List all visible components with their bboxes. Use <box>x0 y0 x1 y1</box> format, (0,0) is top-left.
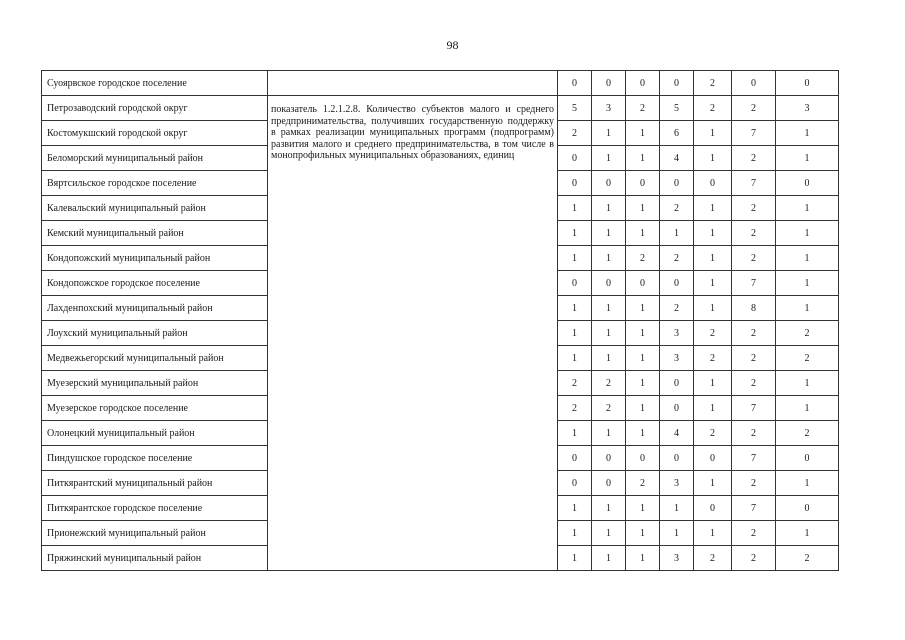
value-cell: 2 <box>776 346 839 371</box>
municipality-name: Питкярантское городское поселение <box>42 496 268 521</box>
value-cell: 0 <box>592 446 626 471</box>
value-cell: 0 <box>558 471 592 496</box>
municipality-name: Беломорский муниципальный район <box>42 146 268 171</box>
value-cell: 2 <box>660 196 694 221</box>
value-cell: 2 <box>626 471 660 496</box>
value-cell: 1 <box>694 471 732 496</box>
value-cell: 2 <box>732 221 776 246</box>
value-cell: 3 <box>660 546 694 571</box>
value-cell: 4 <box>660 421 694 446</box>
value-cell: 1 <box>694 221 732 246</box>
value-cell: 2 <box>694 321 732 346</box>
value-cell: 2 <box>626 96 660 121</box>
value-cell: 0 <box>776 171 839 196</box>
value-cell: 1 <box>592 121 626 146</box>
value-cell: 7 <box>732 271 776 296</box>
municipality-name: Пиндушское городское поселение <box>42 446 268 471</box>
value-cell: 6 <box>660 121 694 146</box>
value-cell: 1 <box>558 221 592 246</box>
value-cell: 1 <box>660 221 694 246</box>
value-cell: 1 <box>694 146 732 171</box>
value-cell: 2 <box>694 96 732 121</box>
value-cell: 2 <box>732 371 776 396</box>
value-cell: 1 <box>694 271 732 296</box>
value-cell: 1 <box>592 496 626 521</box>
value-cell: 1 <box>660 521 694 546</box>
municipality-name: Лахденпохский муниципальный район <box>42 296 268 321</box>
value-cell: 0 <box>694 446 732 471</box>
value-cell: 5 <box>660 96 694 121</box>
value-cell: 1 <box>592 146 626 171</box>
value-cell: 1 <box>694 296 732 321</box>
value-cell: 2 <box>592 371 626 396</box>
value-cell: 2 <box>694 71 732 96</box>
municipality-name: Лоухский муниципальный район <box>42 321 268 346</box>
value-cell: 1 <box>776 221 839 246</box>
value-cell: 0 <box>694 171 732 196</box>
value-cell: 0 <box>558 446 592 471</box>
value-cell: 2 <box>732 196 776 221</box>
value-cell: 0 <box>592 271 626 296</box>
value-cell: 2 <box>694 346 732 371</box>
value-cell: 1 <box>776 246 839 271</box>
value-cell: 1 <box>694 396 732 421</box>
value-cell: 0 <box>626 71 660 96</box>
value-cell: 1 <box>558 246 592 271</box>
value-cell: 0 <box>558 71 592 96</box>
value-cell: 1 <box>694 371 732 396</box>
value-cell: 1 <box>776 296 839 321</box>
value-cell: 1 <box>626 421 660 446</box>
value-cell: 1 <box>558 196 592 221</box>
page-number: 98 <box>446 38 459 52</box>
value-cell: 3 <box>660 346 694 371</box>
municipality-name: Пряжинский муниципальный район <box>42 546 268 571</box>
value-cell: 7 <box>732 121 776 146</box>
value-cell: 1 <box>592 321 626 346</box>
value-cell: 1 <box>558 521 592 546</box>
municipal-data-table <box>41 70 839 571</box>
value-cell: 1 <box>776 521 839 546</box>
table-row <box>42 71 839 96</box>
value-cell: 0 <box>660 446 694 471</box>
municipality-name: Муезерский муниципальный район <box>42 371 268 396</box>
value-cell: 0 <box>660 371 694 396</box>
value-cell: 2 <box>732 321 776 346</box>
value-cell: 1 <box>558 496 592 521</box>
value-cell: 2 <box>558 121 592 146</box>
value-cell: 2 <box>732 246 776 271</box>
value-cell: 1 <box>592 421 626 446</box>
value-cell: 2 <box>660 296 694 321</box>
municipality-name: Кондопожское городское поселение <box>42 271 268 296</box>
value-cell: 0 <box>626 271 660 296</box>
municipality-name: Прионежский муниципальный район <box>42 521 268 546</box>
value-cell: 1 <box>776 371 839 396</box>
value-cell: 1 <box>626 546 660 571</box>
value-cell: 1 <box>694 246 732 271</box>
value-cell: 0 <box>592 471 626 496</box>
value-cell: 2 <box>732 546 776 571</box>
value-cell: 0 <box>776 446 839 471</box>
value-cell: 1 <box>776 121 839 146</box>
value-cell: 1 <box>592 246 626 271</box>
empty-indicator-cell <box>268 71 558 96</box>
value-cell: 2 <box>776 321 839 346</box>
value-cell: 1 <box>776 196 839 221</box>
value-cell: 3 <box>660 321 694 346</box>
value-cell: 1 <box>626 346 660 371</box>
value-cell: 7 <box>732 446 776 471</box>
value-cell: 1 <box>626 196 660 221</box>
value-cell: 2 <box>626 246 660 271</box>
value-cell: 1 <box>626 296 660 321</box>
value-cell: 2 <box>732 146 776 171</box>
value-cell: 1 <box>694 121 732 146</box>
value-cell: 0 <box>558 171 592 196</box>
value-cell: 0 <box>660 171 694 196</box>
value-cell: 0 <box>558 146 592 171</box>
municipality-name: Костомукшский городской округ <box>42 121 268 146</box>
value-cell: 1 <box>558 421 592 446</box>
value-cell: 2 <box>732 96 776 121</box>
municipality-name: Вяртсильское городское поселение <box>42 171 268 196</box>
value-cell: 2 <box>776 421 839 446</box>
municipality-name: Кемский муниципальный район <box>42 221 268 246</box>
value-cell: 2 <box>558 371 592 396</box>
value-cell: 0 <box>660 396 694 421</box>
municipality-name: Петрозаводский городской округ <box>42 96 268 121</box>
value-cell: 1 <box>558 321 592 346</box>
value-cell: 2 <box>776 546 839 571</box>
value-cell: 1 <box>776 396 839 421</box>
value-cell: 1 <box>776 146 839 171</box>
municipality-name: Олонецкий муниципальный район <box>42 421 268 446</box>
value-cell: 1 <box>592 521 626 546</box>
value-cell: 1 <box>626 396 660 421</box>
value-cell: 0 <box>626 446 660 471</box>
municipality-name: Муезерское городское поселение <box>42 396 268 421</box>
value-cell: 2 <box>660 246 694 271</box>
value-cell: 3 <box>660 471 694 496</box>
value-cell: 0 <box>660 271 694 296</box>
value-cell: 1 <box>626 321 660 346</box>
value-cell: 8 <box>732 296 776 321</box>
value-cell: 0 <box>592 71 626 96</box>
value-cell: 7 <box>732 396 776 421</box>
value-cell: 1 <box>558 346 592 371</box>
municipality-name: Питкярантский муниципальный район <box>42 471 268 496</box>
value-cell: 0 <box>776 496 839 521</box>
value-cell: 2 <box>558 396 592 421</box>
value-cell: 1 <box>558 546 592 571</box>
value-cell: 1 <box>626 496 660 521</box>
value-cell: 0 <box>776 71 839 96</box>
value-cell: 0 <box>732 71 776 96</box>
value-cell: 1 <box>776 471 839 496</box>
value-cell: 2 <box>732 471 776 496</box>
value-cell: 1 <box>592 346 626 371</box>
value-cell: 1 <box>776 271 839 296</box>
municipality-name: Кондопожский муниципальный район <box>42 246 268 271</box>
value-cell: 0 <box>694 496 732 521</box>
municipality-name: Медвежьегорский муниципальный район <box>42 346 268 371</box>
value-cell: 2 <box>694 421 732 446</box>
value-cell: 1 <box>592 546 626 571</box>
value-cell: 5 <box>558 96 592 121</box>
value-cell: 0 <box>660 71 694 96</box>
table-row <box>42 96 839 121</box>
value-cell: 1 <box>626 121 660 146</box>
value-cell: 4 <box>660 146 694 171</box>
value-cell: 1 <box>592 296 626 321</box>
value-cell: 2 <box>732 421 776 446</box>
value-cell: 1 <box>626 221 660 246</box>
value-cell: 1 <box>626 371 660 396</box>
value-cell: 7 <box>732 171 776 196</box>
value-cell: 2 <box>732 521 776 546</box>
value-cell: 2 <box>592 396 626 421</box>
value-cell: 1 <box>592 221 626 246</box>
value-cell: 7 <box>732 496 776 521</box>
value-cell: 0 <box>592 171 626 196</box>
value-cell: 1 <box>626 521 660 546</box>
value-cell: 0 <box>558 271 592 296</box>
value-cell: 2 <box>732 346 776 371</box>
municipality-name: Калевальский муниципальный район <box>42 196 268 221</box>
value-cell: 1 <box>626 146 660 171</box>
value-cell: 0 <box>626 171 660 196</box>
value-cell: 1 <box>558 296 592 321</box>
value-cell: 1 <box>660 496 694 521</box>
value-cell: 1 <box>592 196 626 221</box>
value-cell: 3 <box>776 96 839 121</box>
value-cell: 2 <box>694 546 732 571</box>
municipality-name: Суоярвское городское поселение <box>42 71 268 96</box>
value-cell: 1 <box>694 521 732 546</box>
value-cell: 3 <box>592 96 626 121</box>
table-body <box>42 71 839 571</box>
indicator-description: показатель 1.2.1.2.8. Количество субъектов малого и среднего предпринимательства, получивших государственную поддержку в рамках реализации муниципальных программ (подпрограмм) развития малого и среднего предпринимательства, в том числе в монопрофильных муниципальных образованиях, единиц <box>268 96 558 571</box>
value-cell: 1 <box>694 196 732 221</box>
